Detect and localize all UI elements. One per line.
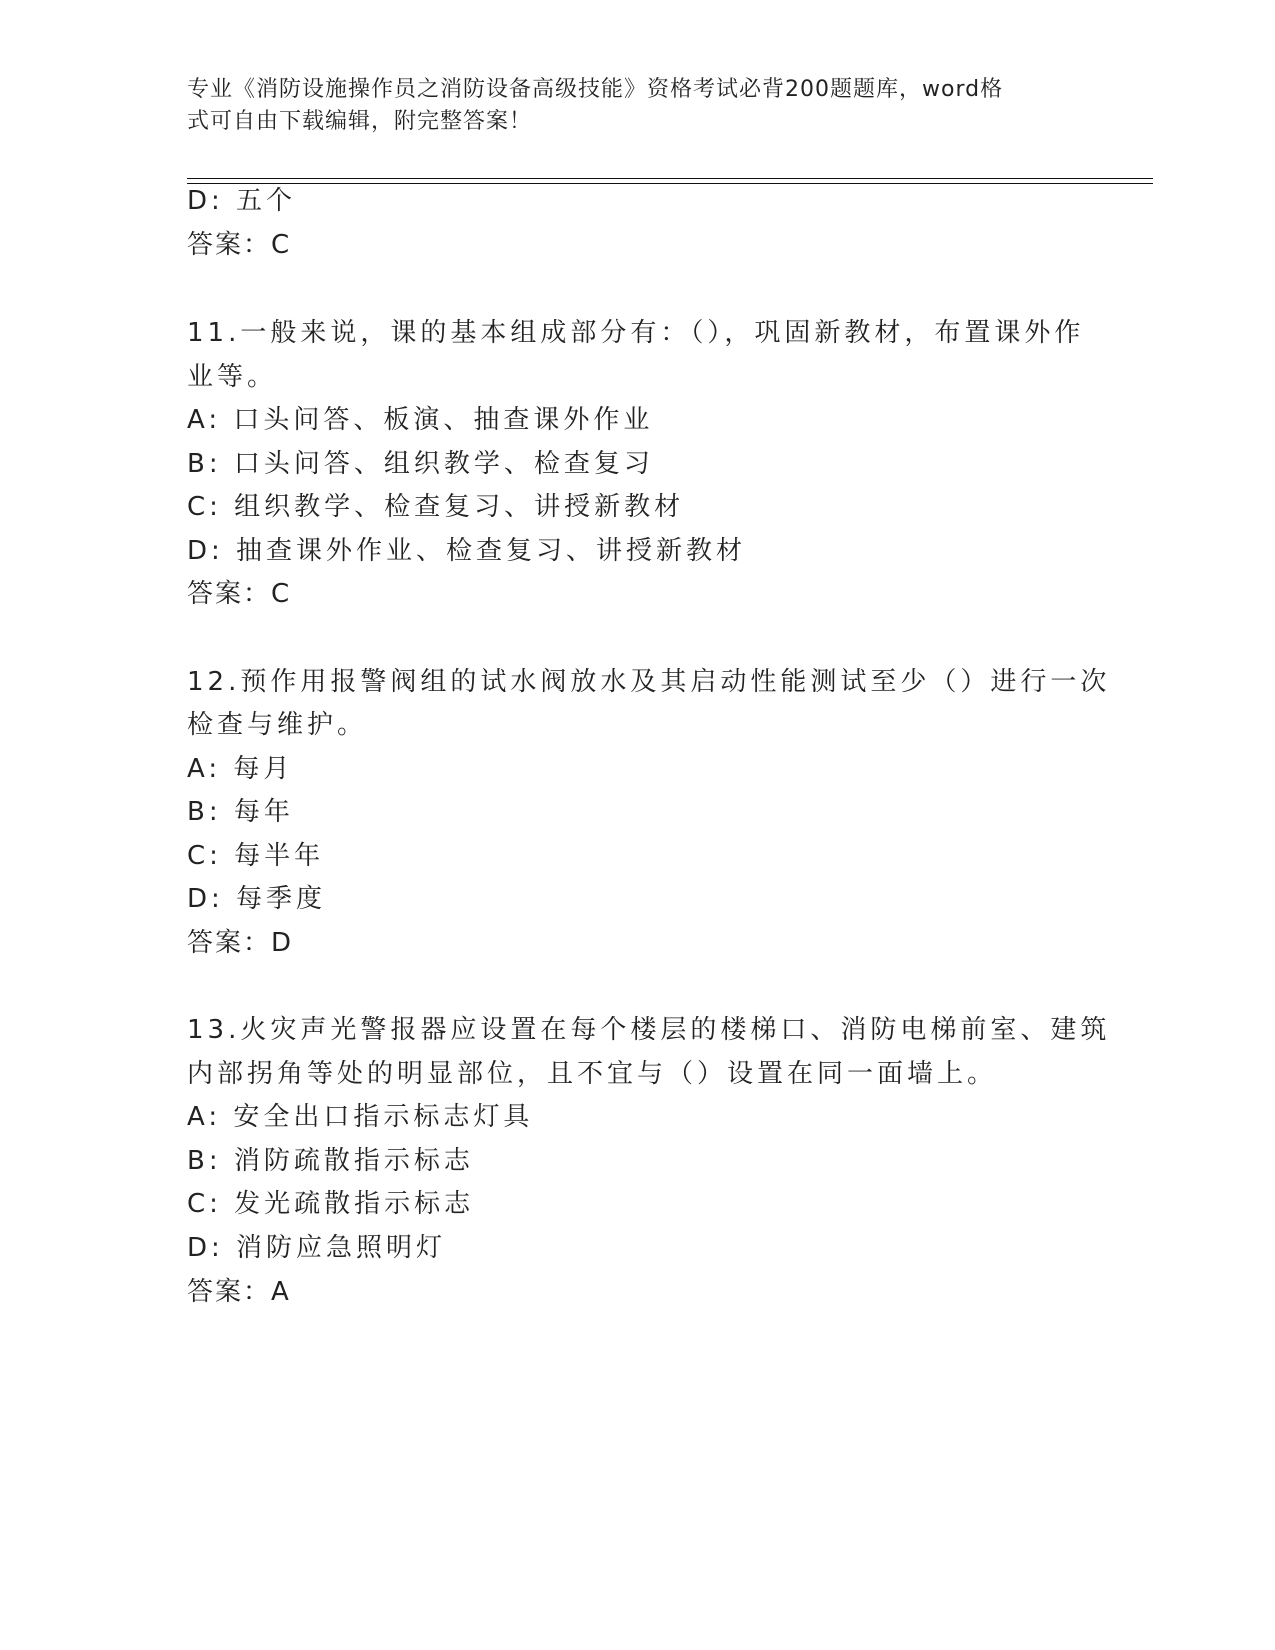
q12-option-a: A: 每月	[187, 754, 294, 784]
q13-option-c: C: 发光疏散指示标志	[187, 1189, 475, 1219]
header-divider-bottom	[187, 183, 1153, 184]
q12-option-d: D: 每季度	[187, 884, 327, 914]
q11-option-a: A: 口头问答、板演、抽查课外作业	[187, 405, 654, 435]
q11-stem-line-2: 业等。	[187, 362, 278, 392]
q11-option-d: D: 抽查课外作业、检查复习、讲授新教材	[187, 536, 747, 566]
prev-option-d: D: 五个	[187, 186, 297, 216]
q13-option-a: A: 安全出口指示标志灯具	[187, 1102, 534, 1132]
prev-answer: 答案：C	[187, 230, 292, 260]
header-line-2: 式可自由下载编辑，附完整答案！	[187, 109, 533, 134]
q13-stem-line-2: 内部拐角等处的明显部位，且不宜与（）设置在同一面墙上。	[187, 1059, 998, 1089]
q12-option-b: B: 每年	[187, 797, 294, 827]
document-header	[187, 74, 1087, 138]
q13-option-b: B: 消防疏散指示标志	[187, 1146, 474, 1176]
q11-answer: 答案：C	[187, 579, 292, 609]
q13-stem-line-1: 13.火灾声光警报器应设置在每个楼层的楼梯口、消防电梯前室、建筑	[187, 1015, 1111, 1045]
q11-option-b: B: 口头问答、组织教学、检查复习	[187, 449, 654, 479]
q13-answer: 答案：A	[187, 1277, 291, 1307]
header-divider-top	[187, 178, 1153, 179]
q12-stem-line-2: 检查与维护。	[187, 710, 368, 740]
q11-option-c: C: 组织教学、检查复习、讲授新教材	[187, 492, 685, 522]
q11-stem-line-1: 11.一般来说，课的基本组成部分有：（），巩固新教材，布置课外作	[187, 318, 1085, 348]
q12-stem-line-1: 12.预作用报警阀组的试水阀放水及其启动性能测试至少（）进行一次	[187, 667, 1111, 697]
q12-option-c: C: 每半年	[187, 841, 325, 871]
q12-answer: 答案：D	[187, 928, 294, 958]
header-line-1: 专业《消防设施操作员之消防设备高级技能》资格考试必背200题题库，word格	[187, 77, 1004, 102]
q13-option-d: D: 消防应急照明灯	[187, 1233, 447, 1263]
